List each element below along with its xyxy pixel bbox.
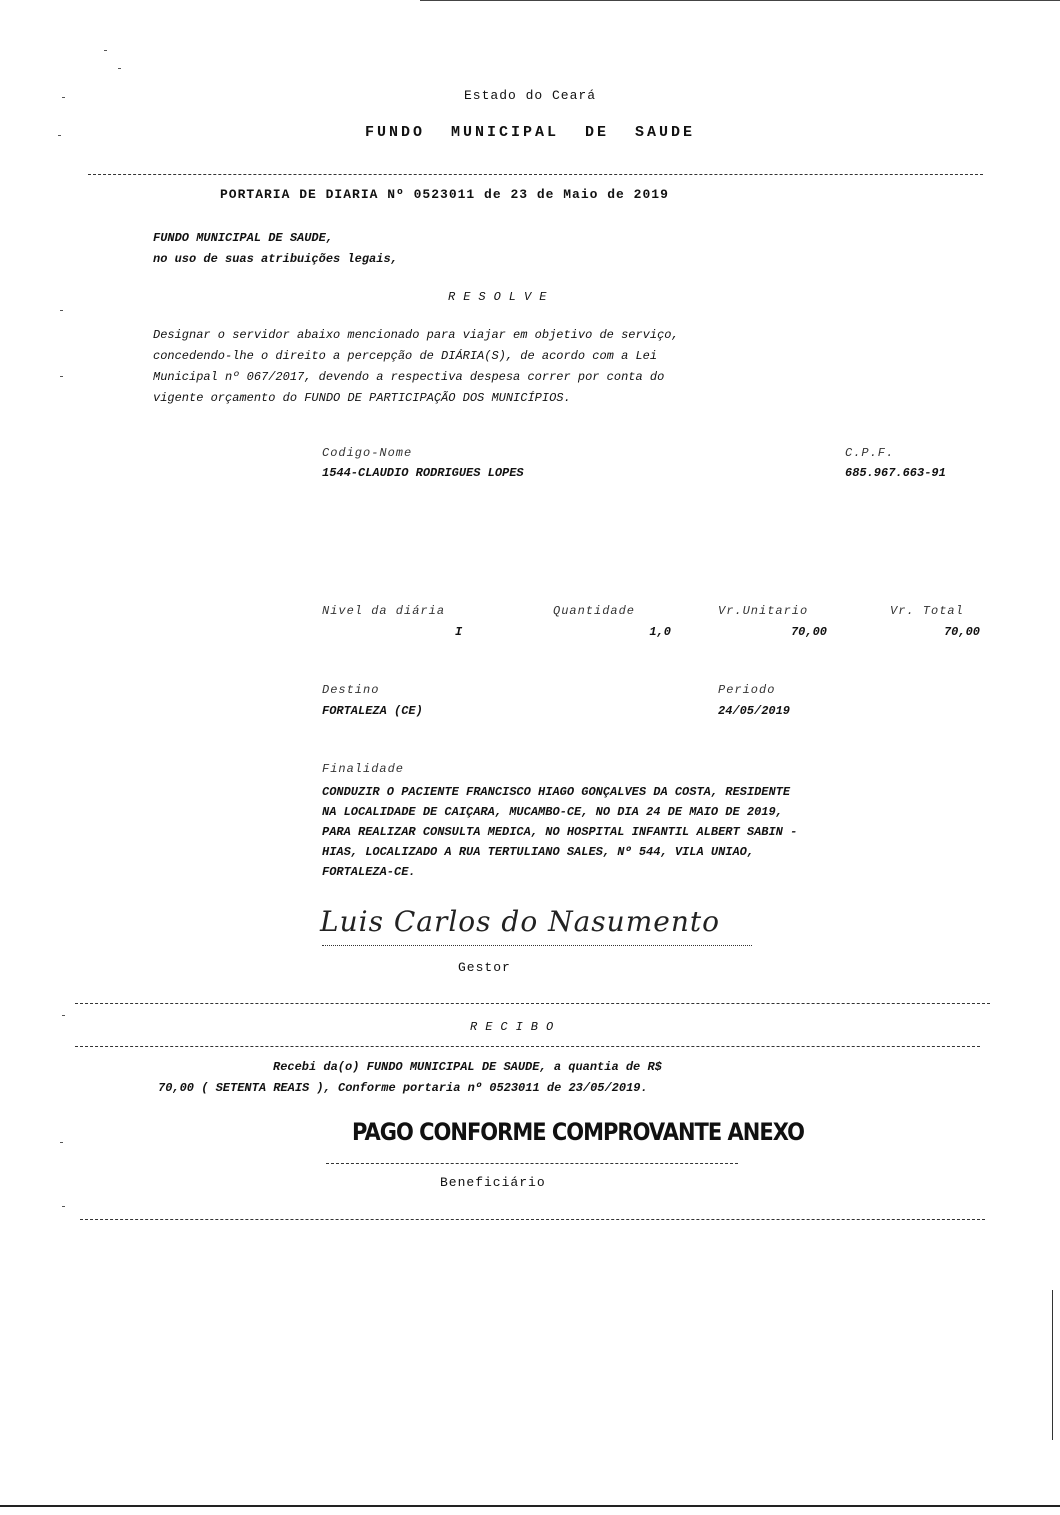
divider-middle [75, 1003, 990, 1004]
finalidade-line: NA LOCALIDADE DE CAIÇARA, MUCAMBO-CE, NO DIA 24 DE MAIO DE 2019, [322, 805, 783, 819]
unitario-value: 70,00 [790, 625, 827, 639]
paragraph-line: vigente orçamento do FUNDO DE PARTICIPAÇÃO DOS MUNICÍPIOS. [153, 391, 571, 405]
paragraph-line: concedendo-lhe o direito a percepção de DIÁRIA(S), de acordo com a Lei [153, 349, 658, 363]
nivel-label: Nivel da diária [322, 604, 446, 618]
pago-stamp: PAGO CONFORME COMPROVANTE ANEXO [352, 1118, 804, 1146]
quantidade-label: Quantidade [553, 604, 636, 618]
codigo-nome-value: 1544-CLAUDIO RODRIGUES LOPES [322, 466, 524, 480]
portaria-title: PORTARIA DE DIARIA Nº 0523011 de 23 de Maio de 2019 [220, 187, 669, 202]
finalidade-line: HIAS, LOCALIZADO A RUA TERTULIANO SALES, Nº 544, VILA UNIAO, [322, 845, 755, 859]
divider-top [88, 174, 983, 175]
divider-recibo [75, 1046, 980, 1047]
periodo-value: 24/05/2019 [718, 704, 791, 718]
scan-speck [60, 310, 63, 311]
periodo-label: Periodo [718, 683, 776, 697]
scan-edge-top [420, 0, 1060, 1]
recibo-heading: RECIBO [470, 1020, 562, 1034]
scan-speck [104, 50, 107, 51]
recibo-line-2: 70,00 ( SETENTA REAIS ), Conforme portaria nº 0523011 de 23/05/2019. [158, 1081, 648, 1095]
finalidade-line: FORTALEZA-CE. [322, 865, 416, 879]
finalidade-line: CONDUZIR O PACIENTE FRANCISCO HIAGO GONÇALVES DA COSTA, RESIDENTE [322, 785, 791, 799]
nivel-value: I [455, 625, 463, 639]
destino-value: FORTALEZA (CE) [322, 704, 423, 718]
scan-speck [60, 1142, 63, 1143]
total-value: 70,00 [943, 625, 980, 639]
codigo-nome-label: Codigo-Nome [322, 446, 413, 460]
gestor-label: Gestor [458, 960, 511, 975]
beneficiario-label: Beneficiário [440, 1175, 546, 1190]
scan-speck [58, 135, 61, 136]
destino-label: Destino [322, 683, 380, 697]
recibo-line-1: Recebi da(o) FUNDO MUNICIPAL DE SAUDE, a quantia de R$ [273, 1060, 662, 1074]
unitario-label: Vr.Unitario [718, 604, 809, 618]
total-label: Vr. Total [890, 604, 964, 618]
resolution-paragraph [153, 325, 873, 409]
resolve-heading: RESOLVE [448, 290, 555, 304]
scan-speck [60, 376, 63, 377]
state-header: Estado do Ceará [463, 88, 597, 103]
beneficiario-line [326, 1163, 738, 1164]
finalidade-label: Finalidade [322, 762, 405, 776]
gestor-signature: Luis Carlos do Nasumento [320, 905, 720, 938]
scan-speck [62, 1015, 65, 1016]
finalidade-line: PARA REALIZAR CONSULTA MEDICA, NO HOSPITAL INFANTIL ALBERT SABIN - [322, 825, 798, 839]
scan-edge-bottom [0, 1505, 1060, 1507]
finalidade-text [322, 782, 982, 882]
scan-speck [118, 68, 121, 69]
signature-line [322, 945, 752, 946]
intro-line-1: FUNDO MUNICIPAL DE SAUDE, [153, 231, 334, 245]
intro-line-2: no uso de suas atribuições legais, [153, 252, 398, 266]
cpf-label: C.P.F. [845, 446, 895, 460]
cpf-value: 685.967.663-91 [845, 466, 946, 480]
paragraph-line: Designar o servidor abaixo mencionado para viajar em objetivo de serviço, [153, 328, 679, 342]
scan-speck [62, 97, 65, 98]
divider-bottom [80, 1219, 985, 1220]
quantidade-value: 1,0 [649, 625, 671, 639]
paragraph-line: Municipal nº 067/2017, devendo a respectiva despesa correr por conta do [153, 370, 665, 384]
fund-header: FUNDO MUNICIPAL DE SAUDE [364, 124, 696, 141]
scan-speck [62, 1206, 65, 1207]
scan-edge-right [1052, 1290, 1053, 1440]
